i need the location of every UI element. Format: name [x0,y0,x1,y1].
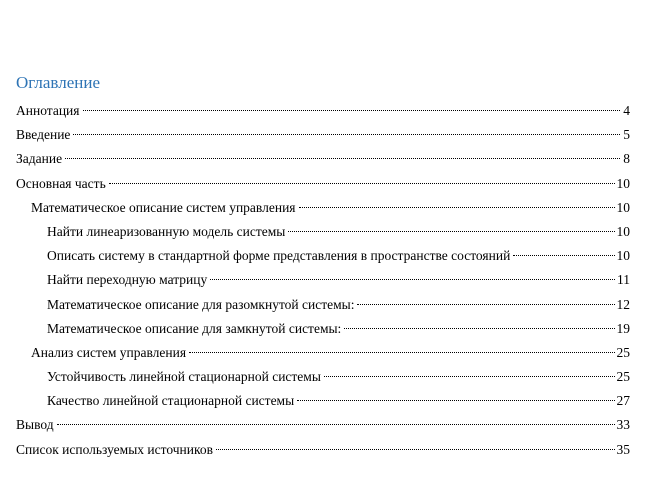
dot-leader [216,449,615,450]
toc-entry-analysis[interactable] [0,341,666,365]
dot-leader [57,424,615,425]
dot-leader [65,158,620,159]
toc-entry-page: 33 [616,417,630,433]
dot-leader [109,183,615,184]
toc-entry-label: Введение [16,127,71,143]
toc-entry-label: Описать систему в стандартной форме представления в пространстве состояний [47,248,511,264]
toc-entry-page: 11 [617,272,630,288]
toc-entry-label: Анализ систем управления [31,344,187,360]
dot-leader [210,279,615,280]
dot-leader [189,352,614,353]
toc-entry-label: Список используемых источников [16,441,213,457]
toc-entry-page: 19 [616,320,630,336]
toc-entry-annotation[interactable] [0,99,666,123]
toc-entry-references[interactable] [0,438,666,462]
toc-entry-label: Найти линеаризованную модель системы [47,223,286,239]
toc-entry-quality[interactable] [0,389,666,413]
dot-leader [299,207,615,208]
toc-entry-label: Задание [16,151,63,167]
toc-entry-page: 8 [623,151,630,167]
toc-entry-page: 27 [616,393,630,409]
toc-entry-page: 25 [616,369,630,385]
dot-leader [513,255,614,256]
dot-leader [83,110,621,111]
toc-entry-label: Математическое описание для замкнутой системы: [47,320,342,336]
toc-entry-label: Устойчивость линейной стационарной системы [47,369,321,385]
dot-leader [344,328,614,329]
toc-entry-page: 12 [616,296,630,312]
toc-entry-stability[interactable] [0,365,666,389]
dot-leader [73,134,620,135]
dot-leader [357,304,614,305]
toc-entry-state-space-form[interactable] [0,244,666,268]
toc-entry-page: 10 [616,199,630,215]
dot-leader [297,400,614,401]
toc-entry-linearized-model[interactable] [0,220,666,244]
toc-entry-label: Найти переходную матрицу [47,272,208,288]
toc-entry-conclusion[interactable] [0,413,666,437]
toc-entry-math-description[interactable] [0,196,666,220]
toc-entry-main-part[interactable] [0,172,666,196]
toc-entry-label: Математическое описание систем управления [31,199,296,215]
toc-entry-introduction[interactable] [0,123,666,147]
toc-list [0,99,666,462]
toc-entry-page: 10 [616,248,630,264]
toc-entry-closed-loop[interactable] [0,317,666,341]
toc-entry-label: Качество линейной стационарной системы [47,393,295,409]
dot-leader [324,376,615,377]
toc-entry-label: Аннотация [16,103,80,118]
toc-entry-page: 10 [616,175,630,191]
toc-entry-task[interactable] [0,147,666,171]
toc-entry-label: Вывод [16,417,54,433]
toc-entry-page: 5 [623,127,630,143]
toc-entry-label: Основная часть [16,175,106,191]
dot-leader [288,231,614,232]
toc-title: Оглавление [16,73,100,92]
toc-entry-label: Математическое описание для разомкнутой системы: [47,296,355,312]
toc-entry-page: 4 [623,103,630,118]
toc-entry-open-loop[interactable] [0,293,666,317]
toc-entry-transition-matrix[interactable] [0,268,666,292]
toc-entry-page: 10 [616,223,630,239]
toc-entry-page: 25 [616,344,630,360]
toc-entry-page: 35 [616,441,630,457]
